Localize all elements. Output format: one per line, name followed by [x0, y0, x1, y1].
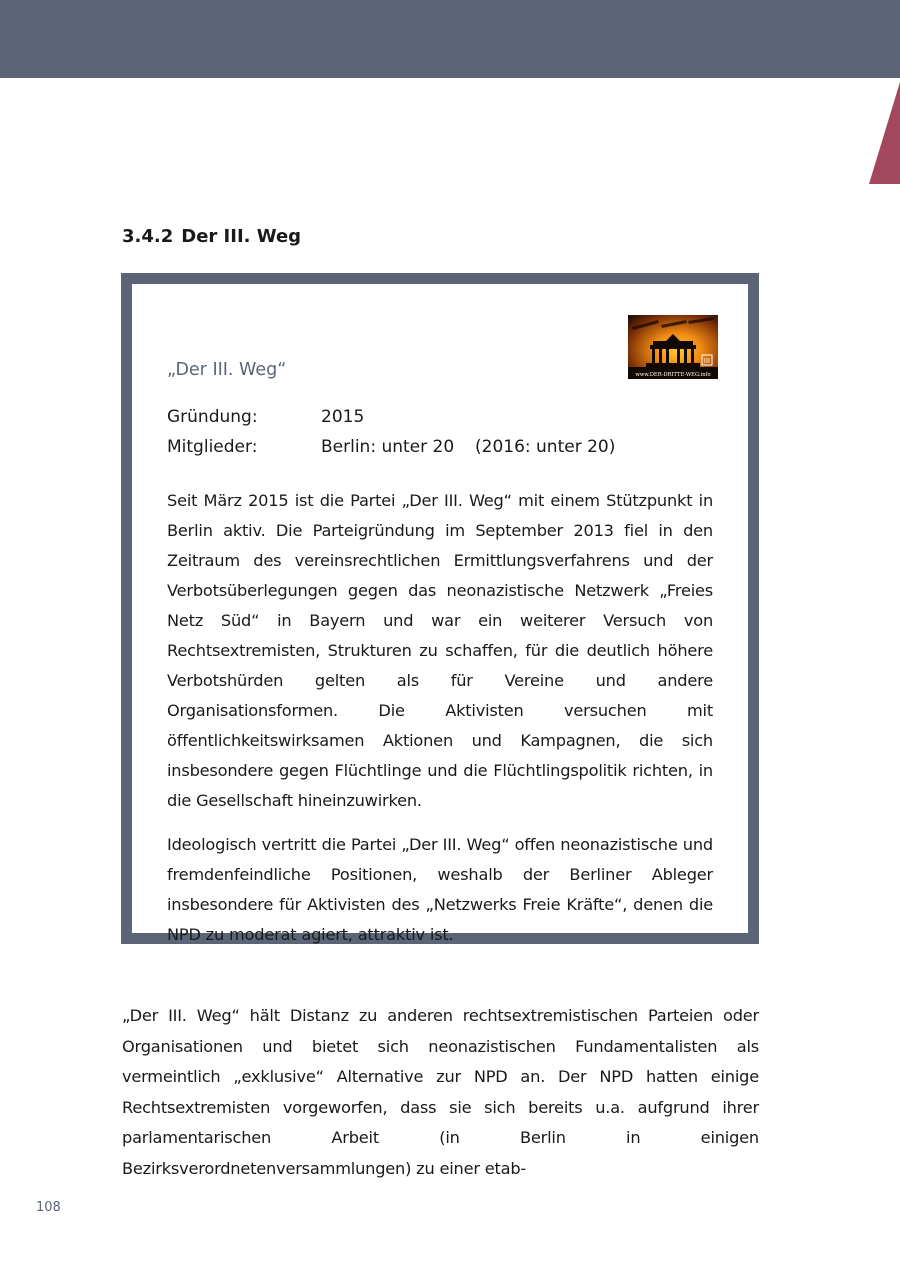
section-title: Der III. Weg — [181, 226, 302, 247]
box-paragraph: Ideologisch vertritt die Partei „Der III. Weg“ offen neonazistische und fremdenfeindliche Positionen, weshalb der Berliner Ableger insbesondere für Aktivisten des „Netzwerks Freie Kräfte“, denen die NPD zu moderat agiert, attraktiv ist. — [167, 835, 713, 944]
section-number: 3.4.2 — [122, 226, 174, 247]
info-box — [121, 273, 759, 944]
body-paragraph-text: „Der III. Weg“ hält Distanz zu anderen rechtsextremistischen Parteien oder Organisationen und bietet sich neonazistischen Fundamentalisten als vermeintlich „exklusive“ Alternative zur NPD an. Der NPD hatten einige Rechtsextremisten vorgeworfen, dass sie sich bereits u.a. aufgrund ihrer parlamentarischen Arbeit (in Berlin in einigen Bezirksverordnetenversammlungen) zu einer etab- — [122, 1006, 759, 1178]
box-text — [167, 486, 713, 964]
page-number: 108 — [36, 1200, 61, 1215]
body-paragraph — [122, 1001, 759, 1184]
fact-note: (2016: unter 20) — [475, 437, 616, 457]
section-heading — [122, 226, 301, 247]
box-title: „Der III. Weg“ — [167, 360, 287, 380]
image-caption: www.DER-DRITTE-WEG.info — [635, 372, 711, 378]
fact-label: Mitglieder: — [167, 437, 258, 457]
brandenburg-gate-poster-image — [628, 315, 718, 379]
fact-label: Gründung: — [167, 407, 258, 427]
header-bar — [0, 0, 900, 78]
box-paragraph: Seit März 2015 ist die Partei „Der III. Weg“ mit einem Stützpunkt in Berlin aktiv. Die Parteigründung im September 2013 fiel in den Zeitraum des vereinsrechtlichen Ermittlungsverfahrens und der Verbotsüberlegungen gegen das neonazistische Netzwerk „Freies Netz Süd“ in Bayern und war ein weiterer Versuch von Rechtsextremisten, Strukturen zu schaffen, für die deutlich höhere Verbotshürden gelten als für Vereine und andere Organisationsformen. Die Aktivisten versuchen mit öffentlichkeitswirksamen Aktionen und Kampagnen, die sich insbesondere gegen Flüchtlinge und die Flüchtlingspolitik richten, in die Gesellschaft hineinzuwirken. — [167, 491, 713, 810]
fact-value: Berlin: unter 20 — [321, 437, 455, 457]
svg-text:III: III — [703, 357, 711, 365]
fact-value: 2015 — [321, 407, 365, 427]
chapter-tab-marker — [869, 82, 900, 184]
